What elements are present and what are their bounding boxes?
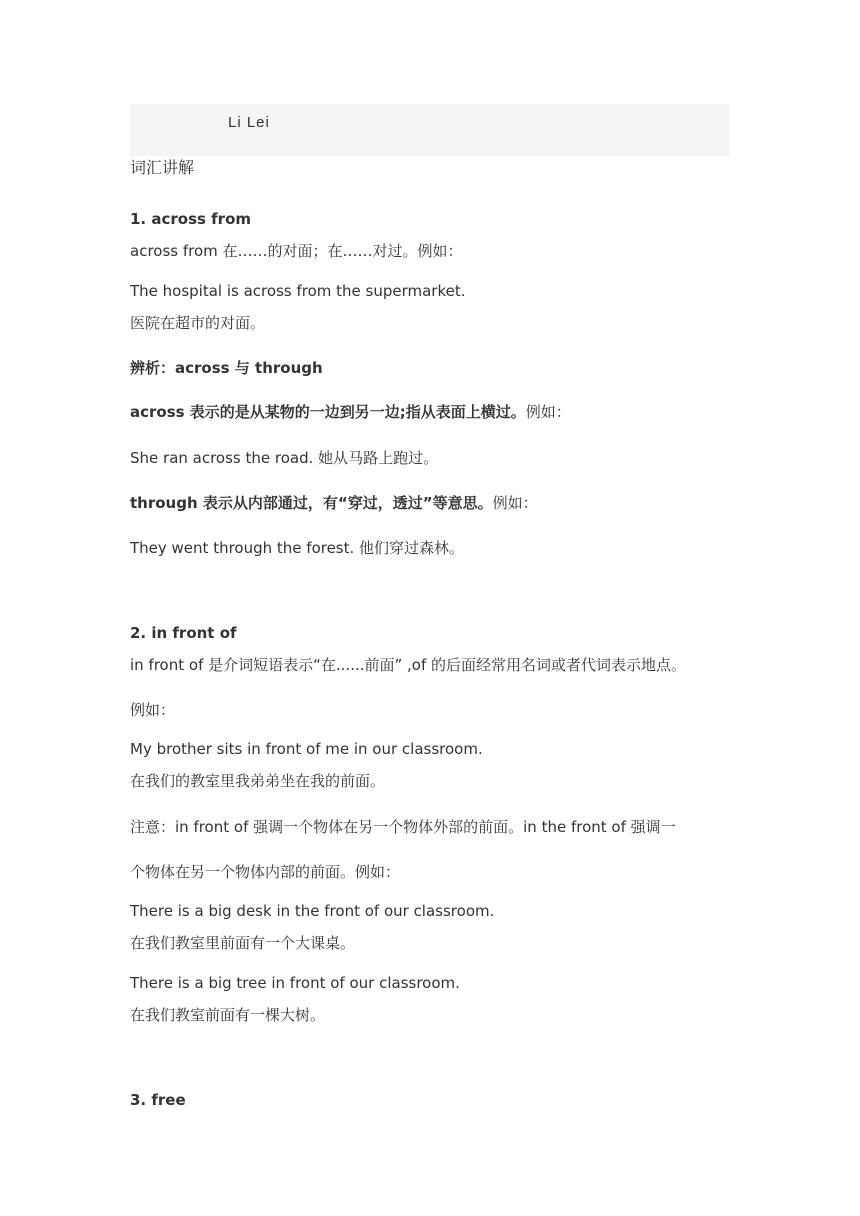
heading-across-from: 1. across from [130, 210, 252, 228]
heading-comparison: 辨析：across 与 through [130, 359, 323, 377]
example-desk-en: There is a big desk in the front of our classroom. [130, 902, 495, 920]
example-zh: 医院在超市的对面。 [130, 314, 266, 332]
heading-free: 3. free [130, 1091, 186, 1109]
through-explanation-tail: 例如： [492, 494, 538, 512]
definition-in-front-of: in front of 是介词短语表示“在......前面” ,of 的后面经常用名词或者代词表示地点。 [130, 656, 687, 674]
through-explanation [130, 496, 538, 511]
section-title: 词汇讲解 [130, 158, 195, 177]
through-explanation-bold: through 表示从内部通过，有“穿过，透过”等意思。 [130, 494, 493, 512]
note-line-1: 注意：in front of 强调一个物体在另一个物体外部的前面。in the front of 强调一 [130, 818, 676, 836]
author-name: Li Lei [228, 114, 270, 131]
example-tree-zh: 在我们教室前面有一棵大树。 [130, 1006, 326, 1024]
example-across-road: She ran across the road. 她从马路上跑过。 [130, 449, 439, 467]
across-explanation [130, 405, 571, 420]
example-en: The hospital is across from the supermarket. [130, 282, 466, 300]
heading-in-front-of: 2. in front of [130, 624, 237, 642]
example-tree-en: There is a big tree in front of our classroom. [130, 974, 460, 992]
example-brother-en: My brother sits in front of me in our classroom. [130, 740, 483, 758]
across-explanation-bold: across 表示的是从某物的一边到另一边;指从表面上横过。 [130, 403, 526, 421]
example-brother-zh: 在我们的教室里我弟弟坐在我的前面。 [130, 772, 386, 790]
definition-across-from: across from 在……的对面；在……对过。例如： [130, 242, 463, 260]
note-line-2: 个物体在另一个物体内部的前面。例如： [130, 863, 401, 881]
example-label: 例如： [130, 701, 176, 719]
example-through-forest: They went through the forest. 他们穿过森林。 [130, 539, 465, 557]
across-explanation-tail: 例如： [525, 403, 571, 421]
header-box [130, 104, 730, 156]
example-desk-zh: 在我们教室里前面有一个大课桌。 [130, 934, 356, 952]
